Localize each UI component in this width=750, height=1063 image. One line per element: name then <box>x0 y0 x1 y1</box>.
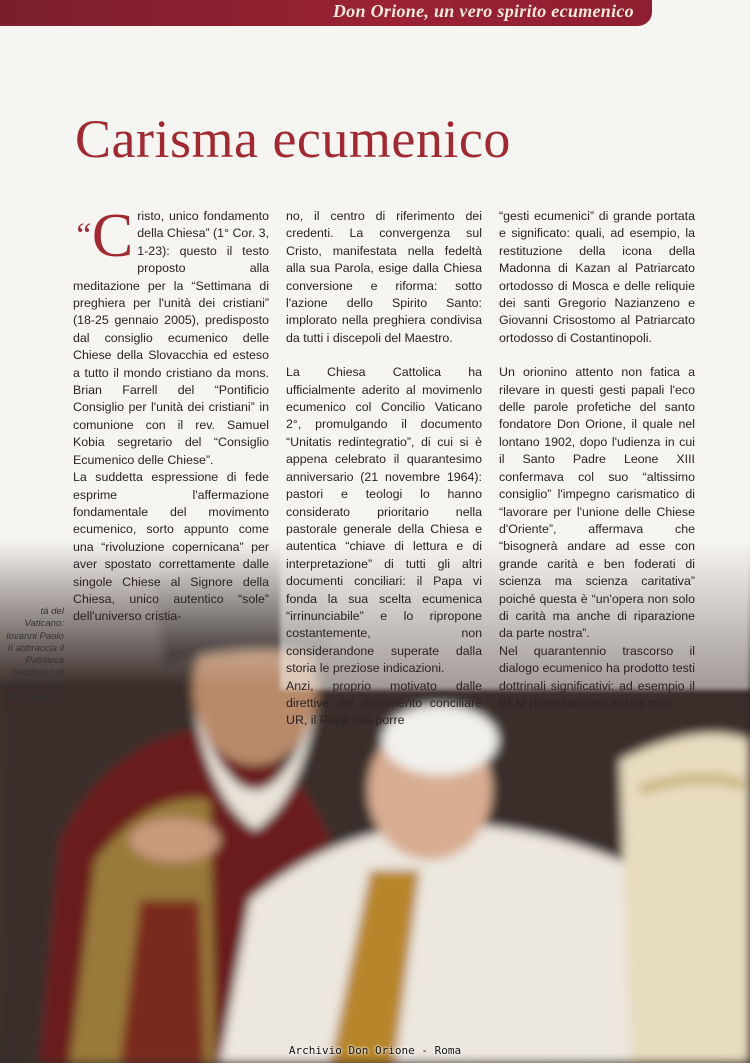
header-banner <box>0 0 652 26</box>
paragraph: Anzi, proprio motivato dalle direttive del documento conciliare UR, il Papa osa porre <box>286 678 482 728</box>
paragraph <box>73 202 269 469</box>
article-title: Carisma ecumenico <box>75 109 511 169</box>
article-column-3 <box>499 208 695 712</box>
paragraph: La Chiesa Cattolica ha ufficialmente aderito al movimenlo ecumenico col Concilio Vaticano 2°, promulgando il documento “Unitatis redintegratio”, di cui si è appena celebrato il quarantesimo anniversario (21 novembre 1964): pastori e teologi lo hanno considerato prioritario nella pastorale generale della Chiesa e autentica “chiave di lettura e di interpretazione” di tutti gli altri documenti conciliari: il Papa vi fonda la sua scelta ecumenica “irrinunciabile” e lo ripropone costantemente, non considerandone superate dalla storia le preziose indicazioni. <box>286 365 482 676</box>
drop-cap-quote: “ <box>73 217 90 254</box>
paragraph: Nel quarantennio trascorso il dialogo ecumenico ha prodotto testi dottrinali significativi: ad esempio il BEM (battesimo eucaristia mini- <box>499 643 695 710</box>
paragraph: no, il centro di riferimento dei credenti. La convergenza sul Cristo, manifestata nella fedeltà alla sua Parola, esige dalla Chiesa conversione e riforma: sotto l'azione dello Spirito Santo: implorato nella preghiera condivisa da tutti i discepoli del Maestro. <box>286 209 482 345</box>
paragraph: “gesti ecumenici” di grande portata e significato: quali, ad esempio, la restituzione della icona della Madonna di Kazan al Patriarcato ortodosso di Mosca e delle reliquie dei santi Gregorio Nazianzeno e Giovanni Crisostomo al Patriarcato ortodosso di Costantinopoli. <box>499 209 695 345</box>
archive-footer: Archivio Don Orione - Roma <box>288 1044 462 1057</box>
article-column-1 <box>73 202 269 626</box>
photo-caption: tà del Vaticano: iovanni Paolo II abbraccia il Patriarca ortodosso di Costantinopoli, Bartolomeo I. <box>0 606 64 704</box>
paragraph-text: risto, unico fondamento della Chiesa” (1° Cor. 3, 1-23): questo il testo proposto alla meditazione per la “Settimana di preghiera per l'unità dei cristiani” (18-25 gennaio 2005), predisposto dal consiglio ecumenico delle Chiese della Slovacchia ed esteso a tutto il mondo cristiano da mons. Brian Farrell del “Pontificio Consiglio per l'unità dei cristiani” in comunione con il rev. Samuel Kobia segretario del “Consiglio Ecumenico delle Chiese”. <box>73 209 269 467</box>
banner-title: Don Orione, un vero spirito ecumenico <box>332 1 634 21</box>
article-column-2 <box>286 208 482 730</box>
drop-cap <box>73 202 134 270</box>
paragraph: La suddetta espressione di fede esprime l'affermazione fondamentale del movimento ecumenico, sorto appunto come una “rivoluzione copernicana” per aver spostato correttamente dalle singole Chiese al Signore della Chiesa, unico autentico “sole” dell'universo cristia- <box>73 470 269 624</box>
drop-cap-letter: C <box>91 202 134 270</box>
paragraph: Un orionino attento non fatica a rilevare in questi gesti papali l'eco delle parole profetiche del santo fondatore Don Orione, il quale nel lontano 1902, dopo l'udienza in cui il Santo Padre Leone XIII confermava col suo “altissimo consiglio” l'impegno carismatico di “lavorare per l'unione delle Chiese d'Oriente”, affermava che “bisognerà andare ad esse con grande carità e ben foderati di scienza ma scienza caritativa” poiché questa è “un'opera non solo di carità ma anche di riparazione da parte nostra”. <box>499 365 695 641</box>
